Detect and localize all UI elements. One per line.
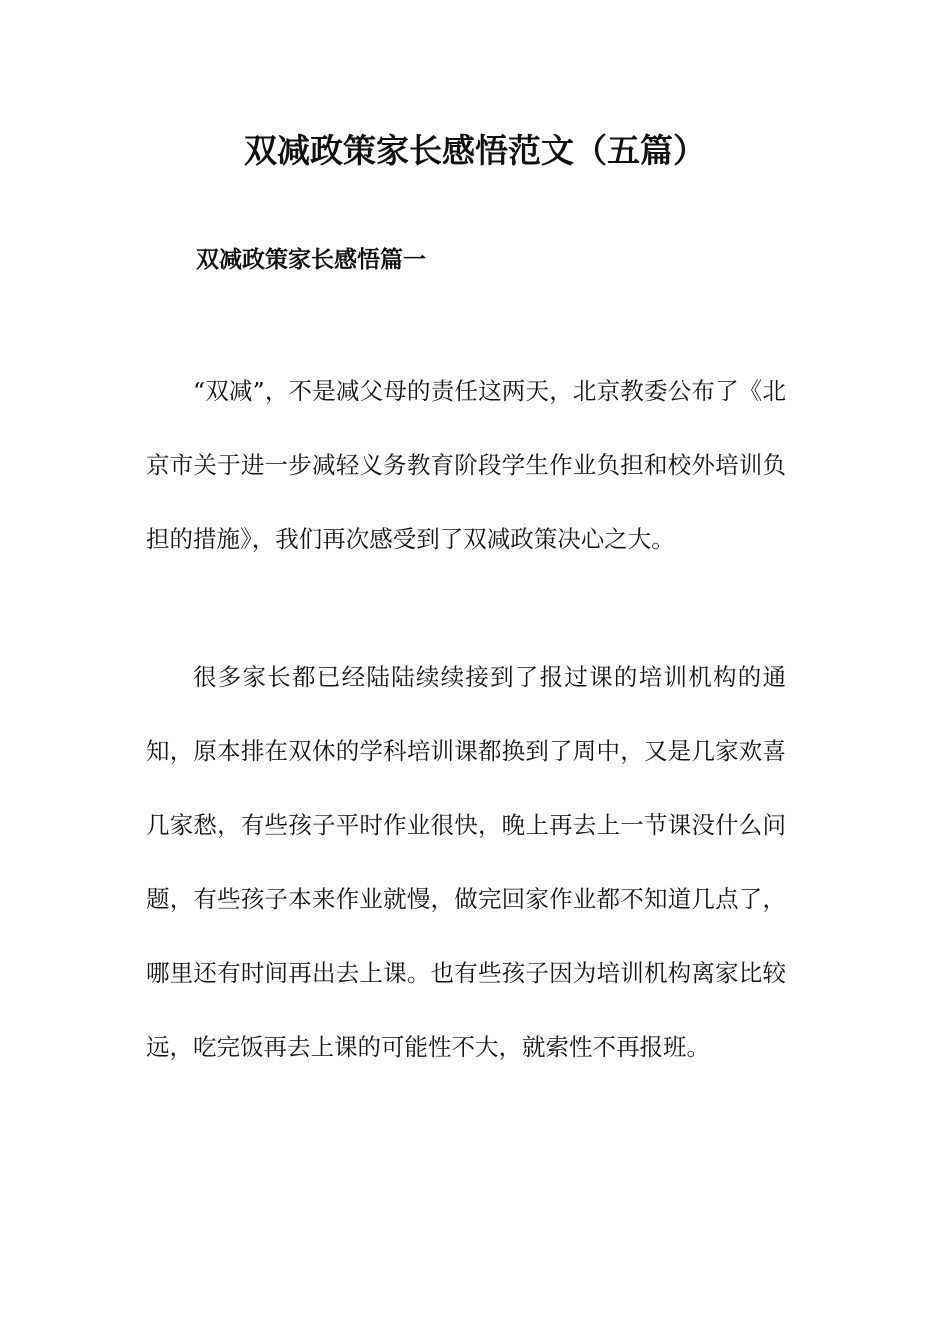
section-heading: 双减政策家长感悟篇一 [196, 247, 426, 273]
document-title: 双减政策家长感悟范文（五篇） [244, 131, 706, 170]
body-paragraph-2: 很多家长都已经陆陆续续接到了报过课的培训机构的通知，原本排在双休的学科培训课都换到了周中，又是几家欢喜几家愁，有些孩子平时作业很快，晚上再去上一节课没什么问题，有些孩子本来作业就慢，做完回家作业都不知道几点了，哪里还有时间再出去上课。也有些孩子因为培训机构离家比较远，吃完饭再去上课的可能性不大，就索性不再报班。 [146, 663, 786, 1061]
body-paragraph-1: “双减”，不是减父母的责任这两天，北京教委公布了《北京市关于进一步减轻义务教育阶段学生作业负担和校外培训负担的措施》，我们再次感受到了双减政策决心之大。 [146, 377, 786, 553]
